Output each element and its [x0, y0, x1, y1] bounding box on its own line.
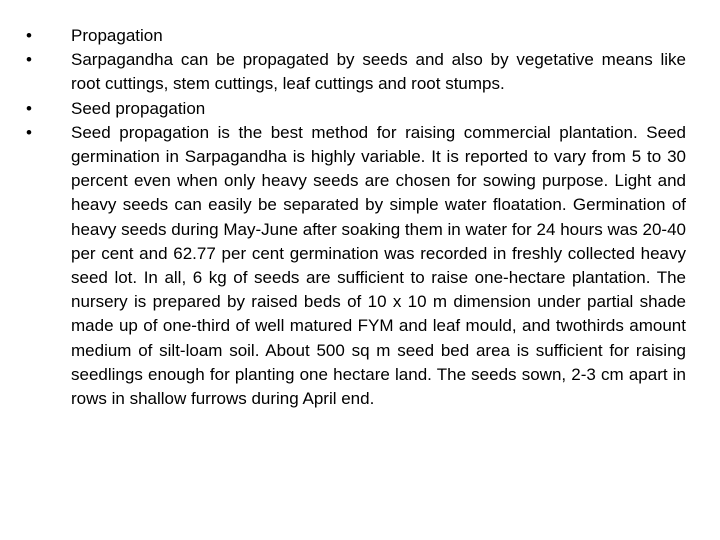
- bullet-item-seed-propagation-details: [26, 121, 686, 411]
- bullet-text: Seed propagation is the best method for raising commercial plantation. Seed germination in Sarpagandha is highly variable. It is reported to vary from 5 to 30 percent even when only heavy seeds are chosen for sowing purpose. Light and heavy seeds can easily be separated by simple water floatation. Germination of heavy seeds during May-June after soaking them in water for 24 hours was 20-40 per cent and 62.77 per cent germination was recorded in freshly collected heavy seed lot. In all, 6 kg of seeds are sufficient to raise one-hectare plantation. The nursery is prepared by raised beds of 10 x 10 m dimension under partial shade made up of one-third of well matured FYM and leaf mould, and twothirds amount medium of silt-loam soil. About 500 sq m seed bed area is sufficient for raising seedlings enough for planting one hectare land. The seeds sown, 2-3 cm apart in rows in shallow furrows during April end.: [71, 122, 686, 409]
- bullet-text: Sarpagandha can be propagated by seeds and also by vegetative means like root cuttings, stem cuttings, leaf cuttings and root stumps.: [71, 50, 686, 94]
- bullet-point-icon: •: [26, 50, 32, 70]
- bullet-point-icon: •: [26, 98, 32, 118]
- bullet-text: Seed propagation: [71, 98, 206, 118]
- bullet-item-seed-propagation: [26, 97, 686, 121]
- bullet-point-icon: •: [26, 122, 32, 142]
- bullet-item-propagation-methods: [26, 48, 686, 96]
- bullet-text: Propagation: [71, 26, 163, 45]
- bullet-point-icon: •: [26, 26, 32, 45]
- bullet-item-propagation: [26, 24, 686, 48]
- bullet-list: [26, 24, 686, 411]
